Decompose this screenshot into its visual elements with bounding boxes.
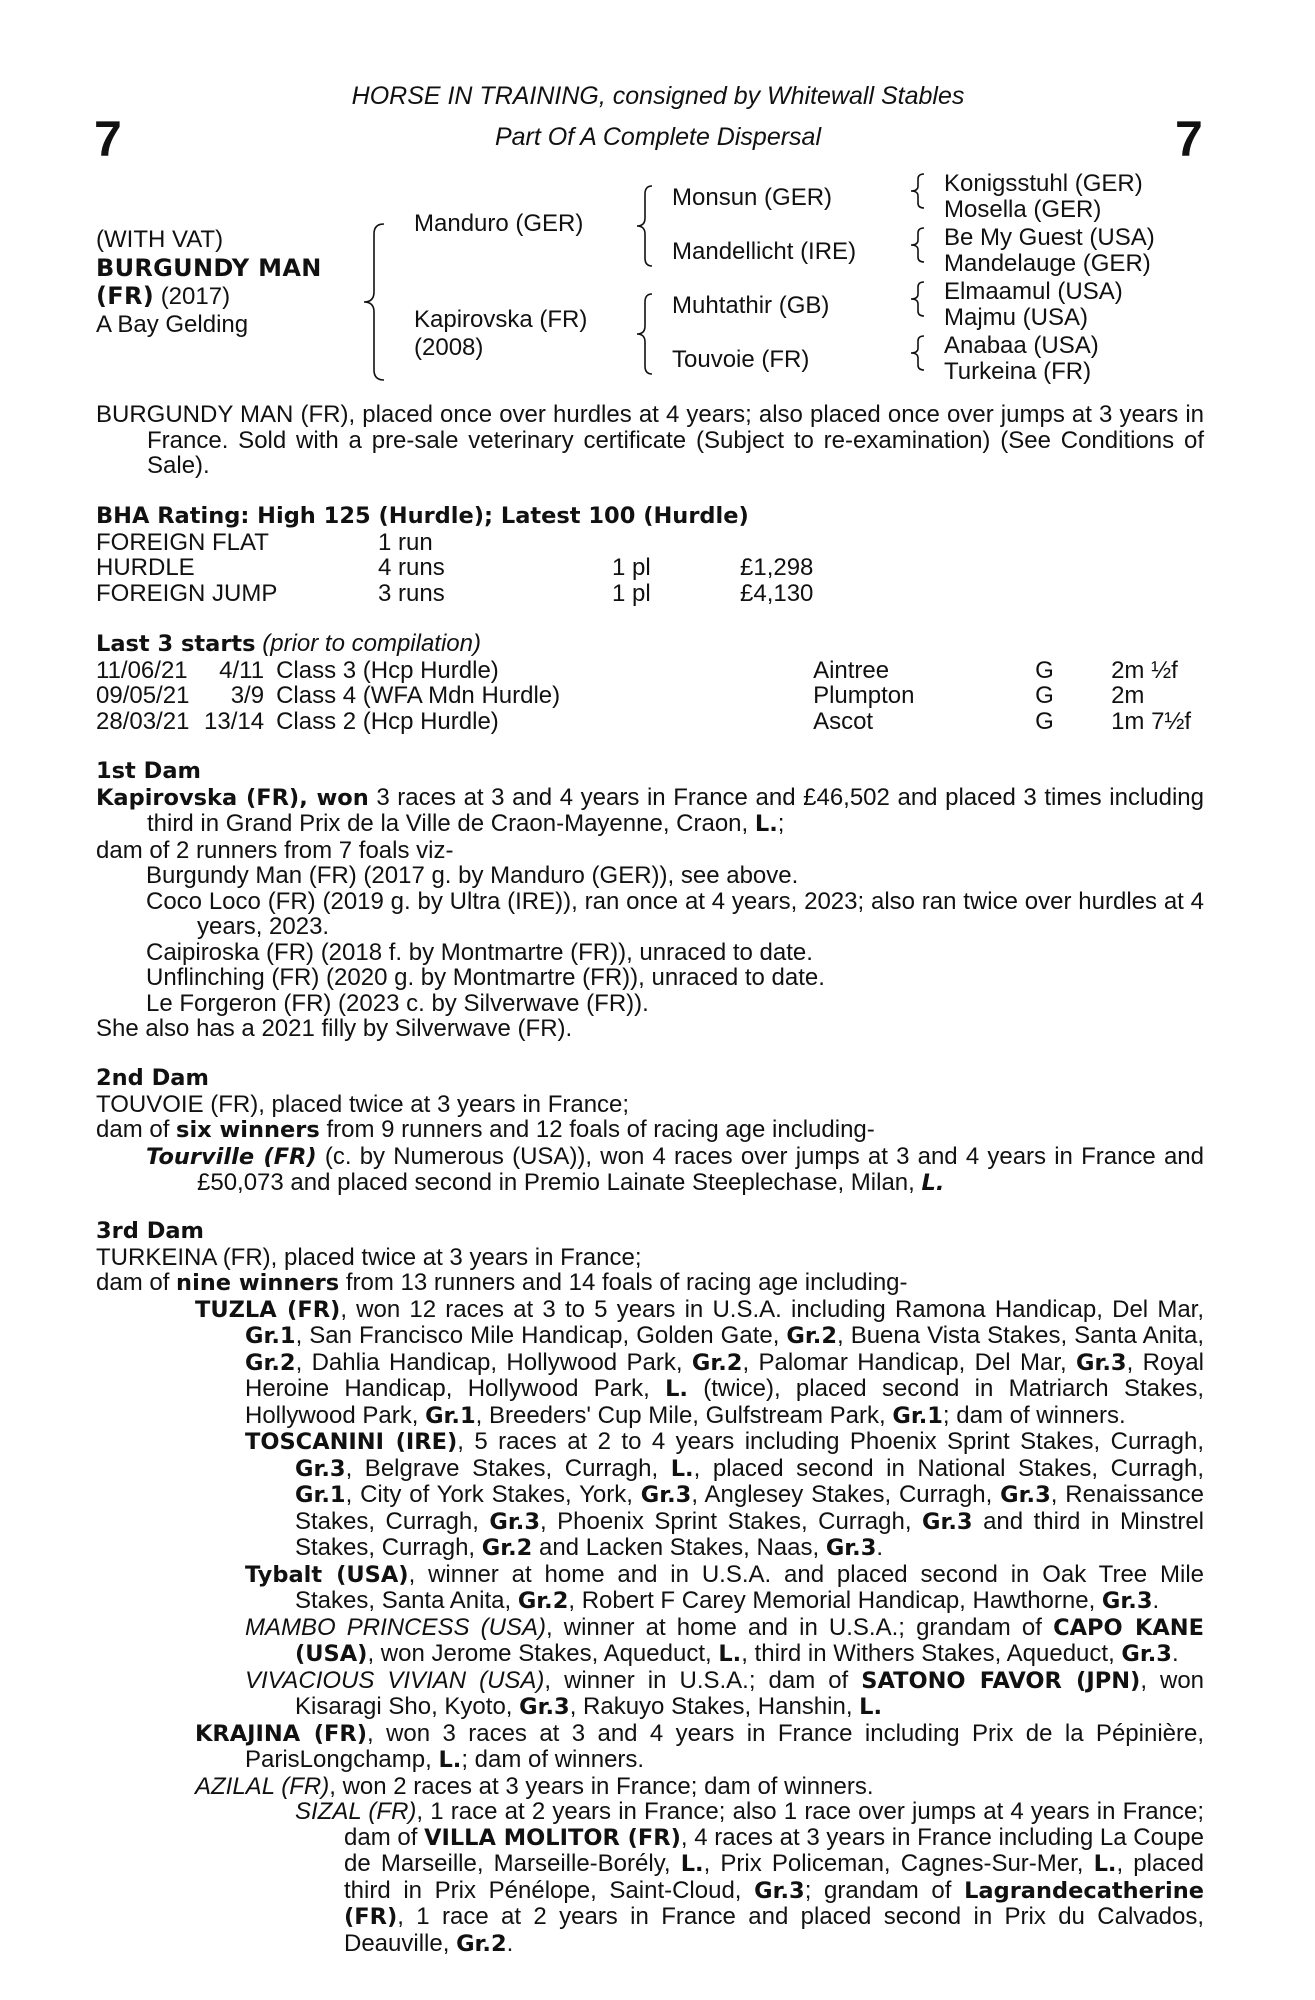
pedigree-gen2-2: Mandellicht (IRE) (672, 238, 857, 265)
pedigree-gen3-5: Elmaamul (USA) (944, 278, 1123, 305)
rating-placed (612, 530, 740, 556)
table-row (96, 581, 813, 607)
pedigree-gen3-4: Mandelauge (GER) (944, 250, 1151, 277)
start-course: Ascot (813, 707, 874, 735)
start-distance: 2m (1111, 682, 1145, 709)
start-going: G (1035, 656, 1054, 684)
last-starts-subtitle: (prior to compilation) (262, 630, 481, 657)
produce-entry-tuzla (96, 1297, 1204, 1430)
dam-name: Kapirovska (FR), won (96, 784, 369, 811)
produce-text: , winner at home and in U.S.A.; grandam of (545, 1613, 1054, 1641)
second-dam-title: 2nd Dam (96, 1065, 209, 1091)
dam-text: ; (777, 810, 785, 837)
table-row (96, 555, 813, 581)
foal-entry: Coco Loco (FR) (2019 g. by Ultra (IRE)), ran once at 4 years, 2023; also ran twice over hurdles at 4 years, 2023. (146, 887, 1204, 940)
produce-text: , placed third in Prix Pénélope, Saint-Cloud, (344, 1850, 1205, 1904)
table-row (96, 683, 1191, 709)
pedigree-dam: Kapirovska (FR) (414, 306, 588, 333)
produce-name: Lagrandecatherine (FR) (344, 1877, 1204, 1930)
rating-placed: 1 pl (612, 554, 651, 581)
produce-text: , City of York Stakes, York, (345, 1481, 641, 1508)
foal-entry: Le Forgeron (FR) (2023 c. by Silverwave (FR)). (146, 989, 649, 1017)
foal-entry: Caipiroska (FR) (2018 f. by Montmartre (FR)), unraced to date. (146, 938, 813, 966)
produce-text: ; grandam of (804, 1876, 965, 1904)
grade-mark: Gr.3 (295, 1455, 346, 1482)
dam-text: 3 races at 3 and 4 years in France and £46,502 and placed 3 times including third in Grand Prix de la Ville de Craon-Mayenne, Craon, (147, 783, 1204, 837)
listed-mark: L. (754, 811, 778, 837)
start-date: 28/03/21 (96, 707, 190, 735)
grade-mark: Gr.1 (892, 1402, 943, 1429)
grade-mark: Gr.2 (456, 1930, 507, 1957)
grade-mark: Gr.3 (1000, 1482, 1051, 1508)
produce-name: SATONO FAVOR (JPN) (861, 1667, 1141, 1694)
pedigree-brace-g3-4 (906, 334, 928, 372)
grade-mark: Gr.3 (640, 1482, 692, 1508)
pedigree-brace-g3-1 (906, 172, 928, 210)
third-dam-produce-intro (96, 1270, 1204, 1297)
start-course: Aintree (813, 656, 890, 684)
last-starts-section (96, 631, 1204, 734)
start-race: Class 4 (WFA Mdn Hurdle) (276, 682, 561, 709)
pedigree-brace-gen1 (358, 222, 388, 382)
pedigree-gen3-1: Konigsstuhl (GER) (944, 170, 1143, 197)
produce-name: TUZLA (FR) (195, 1296, 341, 1323)
last-starts-table (96, 658, 1191, 735)
produce-name: Tourville (FR) (146, 1143, 317, 1170)
last-starts-title: Last 3 starts (96, 631, 256, 657)
produce-text: , San Francisco Mile Handicap, Golden Gate, (295, 1322, 787, 1349)
listed-mark: L. (921, 1170, 945, 1196)
produce-entry-toscanini (96, 1429, 1204, 1562)
listed-mark: L. (859, 1694, 883, 1720)
produce-text: . (506, 1929, 514, 1957)
produce-name: VILLA MOLITOR (FR) (424, 1824, 681, 1851)
start-distance: 1m 7½f (1111, 707, 1192, 735)
produce-text: , won 2 races at 3 years in France; dam of winners. (329, 1772, 874, 1800)
start-race: Class 2 (Hcp Hurdle) (276, 707, 499, 735)
produce-name: VIVACIOUS VIVIAN (USA) (245, 1666, 545, 1694)
first-dam-section (96, 759, 1204, 1042)
pedigree-sire: Manduro (GER) (414, 210, 584, 237)
third-dam-section (96, 1219, 1204, 1957)
grade-mark: Gr.2 (786, 1323, 837, 1349)
produce-name: TOSCANINI (IRE) (245, 1429, 458, 1455)
produce-text: , winner at home and in U.S.A. and placed second in Oak Tree Mile Stakes, Santa Anita, (295, 1560, 1204, 1614)
listed-mark: L. (680, 1851, 704, 1877)
start-distance: 2m ½f (1111, 656, 1178, 684)
produce-text: , Robert F Carey Memorial Handicap, Hawthorne, (568, 1587, 1102, 1614)
second-dam-section (96, 1066, 1204, 1197)
rating-table (96, 530, 813, 607)
table-row (96, 530, 813, 556)
produce-text: , Rakuyo Stakes, Hanshin, (569, 1693, 860, 1720)
produce-text: , Buena Vista Stakes, Santa Anita, (836, 1322, 1204, 1349)
grade-mark: Gr.3 (922, 1508, 973, 1535)
horse-year: (2017) (160, 283, 231, 310)
start-date: 09/05/21 (96, 682, 190, 709)
horse-info (96, 226, 322, 339)
rating-title: BHA Rating: High 125 (Hurdle); Latest 100 (Hurdle) (96, 503, 749, 529)
rating-prize (740, 530, 813, 556)
produce-text: , Phoenix Sprint Stakes, Curragh, (539, 1507, 923, 1535)
winners-count: six winners (176, 1117, 320, 1143)
pedigree-gen3-6: Majmu (USA) (944, 304, 1089, 331)
listed-mark: L. (665, 1376, 688, 1402)
second-dam-produce-intro (96, 1117, 1204, 1144)
horse-country: (FR) (96, 282, 155, 310)
produce-text: (c. by Numerous (USA)), won 4 races over jumps at 3 and 4 years in France and £50,073 and placed second in Premio Lainate Steeplechase, Milan, (197, 1142, 1204, 1196)
produce-text: , 4 races at 3 years in France including La Coupe de Marseille, Marseille-Borély, (344, 1823, 1204, 1877)
first-dam-title: 1st Dam (96, 758, 201, 784)
pedigree-gen2-3: Muhtathir (GB) (672, 292, 830, 319)
second-dam-summary: TOUVOIE (FR), placed twice at 3 years in France; (96, 1090, 630, 1118)
produce-name: MAMBO PRINCESS (USA) (245, 1613, 546, 1641)
start-position: 3/9 (230, 682, 265, 709)
produce-text: . (876, 1534, 884, 1561)
produce-entry-vivacious-vivian (96, 1668, 1204, 1721)
intro-paragraph: BURGUNDY MAN (FR), placed once over hurdles at 4 years; also placed once over jumps at 3 years in France. Sold with a pre-sale veterinary certificate (Subject to re-examination) (See Conditions of Sale). (96, 401, 1204, 479)
table-row (96, 658, 1191, 684)
pedigree-gen2-4: Touvoie (FR) (672, 346, 810, 373)
produce-text: (twice), placed second in Matriarch Stakes, Hollywood Park, (245, 1375, 1204, 1429)
start-race: Class 3 (Hcp Hurdle) (276, 656, 499, 684)
produce-text: and Lacken Stakes, Naas, (532, 1534, 826, 1561)
listed-mark: L. (670, 1455, 694, 1482)
pedigree-gen2-1: Monsun (GER) (672, 184, 833, 211)
dam-text: dam of (96, 1269, 177, 1296)
start-position: 13/14 (204, 707, 265, 735)
produce-entry-azilal (96, 1774, 1204, 1800)
dam-text: from 13 runners and 14 foals of racing age including- (339, 1269, 908, 1296)
produce-text: , placed second in National Stakes, Curragh, (693, 1454, 1205, 1482)
grade-mark: Gr.3 (1076, 1349, 1127, 1376)
produce-text: , won 3 races at 3 and 4 years in France including Prix de la Pépinière, ParisLongchamp, (245, 1719, 1205, 1773)
produce-text: ; dam of winners. (461, 1746, 645, 1773)
third-dam-title: 3rd Dam (96, 1218, 204, 1244)
produce-text: , Dahlia Handicap, Hollywood Park, (295, 1348, 692, 1376)
rating-prize: £1,298 (740, 554, 814, 581)
foal-entry: Unflinching (FR) (2020 g. by Montmartre (FR)), unraced to date. (146, 964, 825, 991)
produce-entry-tybalt (96, 1562, 1204, 1615)
produce-text: , Breeders' Cup Mile, Gulfstream Park, (475, 1401, 893, 1429)
grade-mark: Gr.3 (1101, 1588, 1153, 1614)
vat-note: (WITH VAT) (96, 226, 224, 253)
horse-description: A Bay Gelding (96, 311, 249, 338)
rating-type: HURDLE (96, 554, 195, 581)
produce-text: ; dam of winners. (942, 1401, 1126, 1429)
rating-runs: 4 runs (378, 554, 445, 581)
rating-type: FOREIGN JUMP (96, 579, 278, 607)
intro-section (96, 402, 1204, 479)
pedigree-dam-year: (2008) (414, 334, 484, 361)
third-dam-summary: TURKEINA (FR), placed twice at 3 years in France; (96, 1243, 642, 1271)
pedigree-brace-dam (632, 292, 656, 376)
dam-text: dam of (96, 1116, 177, 1143)
grade-mark: Gr.3 (1121, 1641, 1172, 1667)
rating-runs: 3 runs (378, 579, 445, 607)
produce-text: , 1 race at 2 years in France; also 1 race over jumps at 4 years in France; dam of (344, 1798, 1205, 1851)
grade-mark: Gr.3 (825, 1535, 877, 1561)
lot-number-left: 7 (94, 111, 122, 167)
pedigree-brace-sire (632, 184, 656, 268)
grade-mark: Gr.2 (245, 1349, 296, 1376)
produce-text: , third in Withers Stakes, Aqueduct, (741, 1640, 1122, 1667)
produce-text: , won Jerome Stakes, Aqueduct, (367, 1640, 719, 1667)
grade-mark: Gr.2 (517, 1588, 569, 1614)
start-course: Plumpton (813, 682, 915, 709)
produce-text: , Prix Policeman, Cagnes-Sur-Mer, (703, 1850, 1094, 1877)
grade-mark: Gr.1 (245, 1323, 296, 1349)
rating-section (96, 504, 1204, 606)
horse-name: BURGUNDY MAN (96, 254, 322, 282)
first-dam-produce-intro: dam of 2 runners from 7 foals viz- (96, 836, 454, 864)
rating-runs: 1 run (378, 528, 433, 556)
produce-entry-krajina (96, 1721, 1204, 1774)
pedigree-gen3-3: Be My Guest (USA) (944, 224, 1155, 251)
produce-name: AZILAL (FR) (195, 1772, 330, 1800)
produce-text: , 1 race at 2 years in France and placed second in Prix du Calvados, Deauville, (344, 1903, 1204, 1957)
listed-mark: L. (1093, 1851, 1117, 1877)
produce-text: , Palomar Handicap, Del Mar, (742, 1348, 1077, 1376)
start-position: 4/11 (219, 656, 265, 684)
pedigree-brace-g3-3 (906, 280, 928, 318)
produce-text: , winner in U.S.A.; dam of (544, 1666, 862, 1694)
grade-mark: Gr.2 (691, 1349, 743, 1376)
start-going: G (1035, 682, 1054, 709)
dam-text: from 9 runners and 12 foals of racing age including- (319, 1116, 875, 1143)
grade-mark: Gr.3 (754, 1877, 805, 1904)
produce-text: and third in Minstrel Stakes, Curragh, (295, 1507, 1205, 1561)
produce-text: , Renaissance Stakes, Curragh, (295, 1481, 1204, 1535)
rating-type: FOREIGN FLAT (96, 528, 269, 556)
pedigree-gen3-8: Turkeina (FR) (944, 358, 1092, 385)
grade-mark: Gr.3 (519, 1694, 570, 1720)
produce-text: , won 12 races at 3 to 5 years in U.S.A. including Ramona Handicap, Del Mar, (340, 1295, 1205, 1323)
first-dam-note: She also has a 2021 filly by Silverwave (FR). (96, 1015, 573, 1042)
grade-mark: Gr.2 (481, 1535, 533, 1561)
winners-count: nine winners (176, 1270, 340, 1296)
pedigree-gen3-2: Mosella (GER) (944, 196, 1102, 223)
header-consignment: HORSE IN TRAINING, consigned by Whitewall Stables (351, 82, 965, 110)
first-dam-summary (96, 785, 1204, 838)
produce-text: . (1171, 1640, 1179, 1667)
start-date: 11/06/21 (96, 656, 188, 684)
produce-text: , Belgrave Stakes, Curragh, (345, 1454, 671, 1482)
produce-name: Tybalt (USA) (245, 1561, 409, 1588)
rating-placed: 1 pl (612, 579, 651, 607)
produce-entry (96, 1144, 1204, 1197)
start-going: G (1035, 707, 1054, 735)
grade-mark: Gr.1 (425, 1402, 476, 1429)
produce-name: KRAJINA (FR) (195, 1720, 367, 1747)
grade-mark: Gr.3 (489, 1508, 540, 1535)
produce-name: CAPO KANE (USA) (295, 1614, 1204, 1667)
pedigree-brace-g3-2 (906, 226, 928, 264)
grade-mark: Gr.1 (295, 1482, 346, 1508)
produce-entry-sizal (96, 1799, 1204, 1957)
produce-name: SIZAL (FR) (295, 1798, 417, 1825)
table-row (96, 709, 1191, 735)
produce-text: , Royal Heroine Handicap, Hollywood Park, (245, 1348, 1204, 1402)
pedigree-gen3-7: Anabaa (USA) (944, 332, 1099, 359)
produce-text: , won Kisaragi Sho, Kyoto, (295, 1666, 1205, 1720)
produce-text: , 5 races at 2 to 4 years including Phoenix Sprint Stakes, Curragh, (457, 1428, 1204, 1455)
header-dispersal: Part Of A Complete Dispersal (494, 123, 822, 151)
listed-mark: L. (438, 1747, 462, 1773)
produce-text: , Anglesey Stakes, Curragh, (691, 1481, 1001, 1508)
produce-text: . (1152, 1587, 1160, 1614)
rating-prize: £4,130 (740, 579, 814, 607)
lot-number-right: 7 (1175, 111, 1203, 167)
listed-mark: L. (718, 1641, 742, 1667)
produce-entry-mambo-princess (96, 1615, 1204, 1668)
foal-entry: Burgundy Man (FR) (2017 g. by Manduro (GER)), see above. (146, 862, 799, 889)
